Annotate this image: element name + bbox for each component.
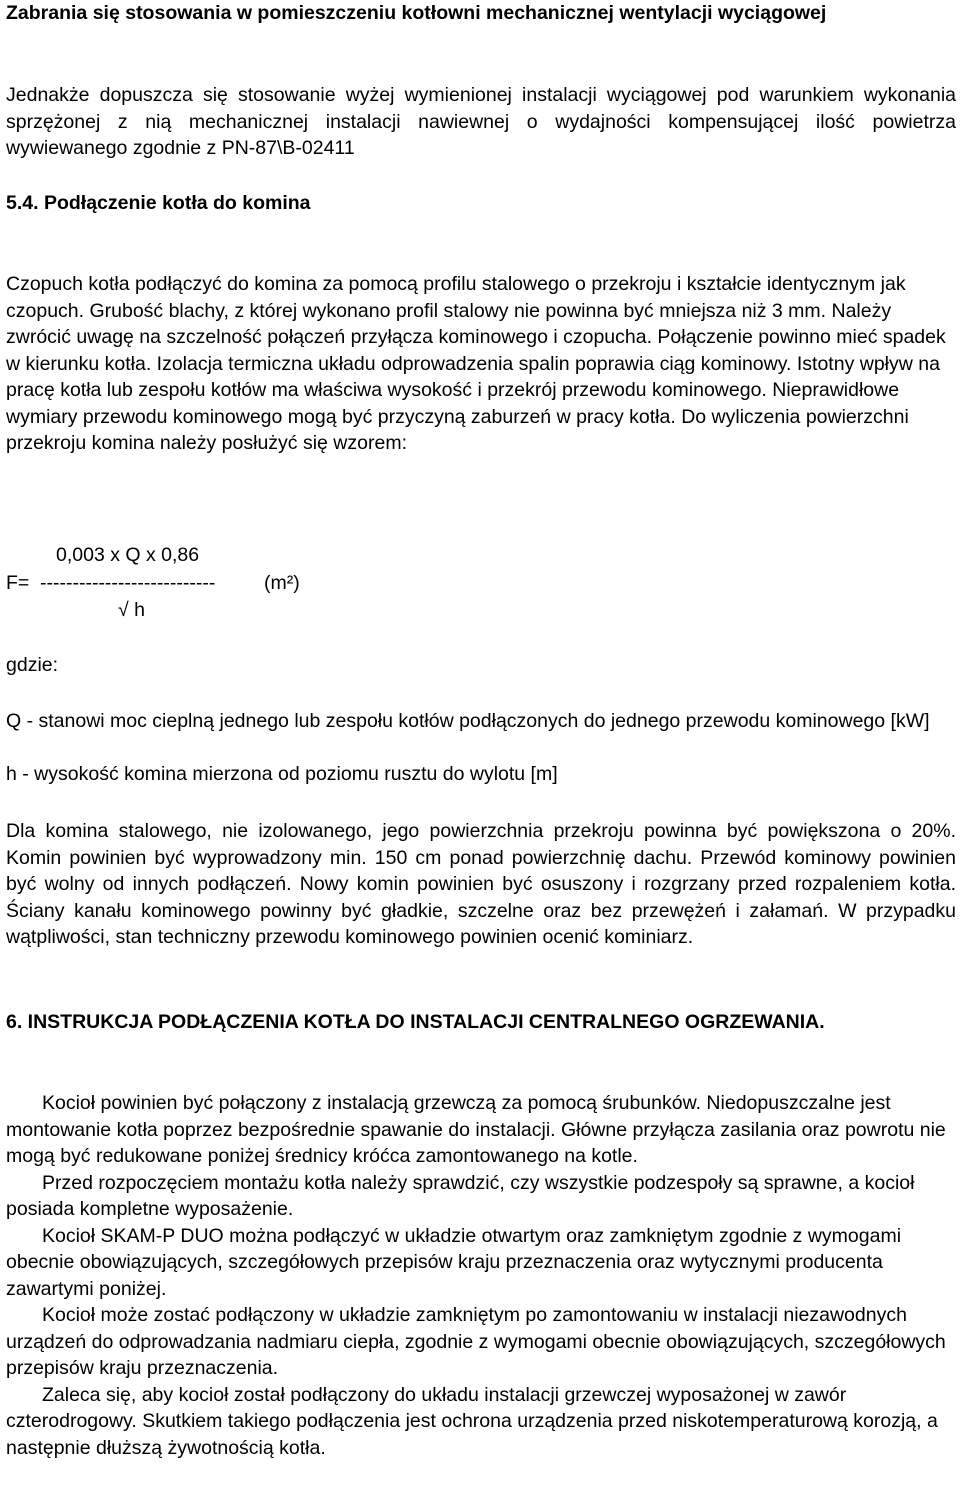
formula-fraction-line: --------------------------- — [40, 572, 216, 594]
ventilation-heading: Zabrania się stosowania w pomieszczeniu kotłowni mechanicznej wentylacji wyciągowej — [6, 2, 827, 24]
section-6-paragraph: Przed rozpoczęciem montażu kotła należy sprawdzić, czy wszystkie podzespoły są sprawne, a kocioł posiada kompletne wyposażenie. — [6, 1171, 915, 1220]
section-6-title: 6. INSTRUKCJA PODŁĄCZENIA KOTŁA DO INSTALACJI CENTRALNEGO OGRZEWANIA. — [6, 1011, 825, 1033]
formula-lhs: F= — [6, 572, 30, 594]
definition-h: h - wysokość komina mierzona od poziomu rusztu do wylotu [m] — [6, 763, 558, 785]
section-6-paragraph: Kocioł powinien być połączony z instalacją grzewczą za pomocą śrubunków. Niedopuszczalne jest montowanie kotła poprzez bezpośrednie spawanie do instalacji. Główne przyłącza zasilania oraz powrotu nie mogą być redukowane poniżej średnicy króćca zamontowanego na kotle. — [6, 1092, 946, 1167]
where-label: gdzie: — [6, 654, 59, 676]
formula-denominator: √ h — [118, 599, 145, 621]
formula-unit: (m²) — [264, 572, 300, 594]
steel-chimney-paragraph: Dla komina stalowego, nie izolowanego, jego powierzchnia przekroju powinna być powiększona o 20%. Komin powinien być wyprowadzony min. 150 cm ponad powierzchnię dachu. Przewód kominowy powinien być wolny od innych podłączeń. Nowy komin powinien być osuszony i rozgrzany przed rozpaleniem kotła. Ściany kanału kominowego powinny być gładkie, szczelne oraz bez przewężeń i załamań. W przypadku wątpliwości, stan techniczny przewodu kominowego powinien ocenić kominiarz. — [6, 820, 956, 948]
section-6-paragraph: Zaleca się, aby kocioł został podłączony do układu instalacji grzewczej wyposażonej w zawór czterodrogowy. Skutkiem takiego podłączenia jest ochrona urządzenia przed niskotemperaturową korozją, a następnie dłuższą żywotnością kotła. — [6, 1383, 938, 1459]
section-5-4-title: 5.4. Podłączenie kotła do komina — [6, 192, 311, 214]
formula-numerator: 0,003 x Q x 0,86 — [56, 544, 200, 566]
ventilation-paragraph: Jednakże dopuszcza się stosowanie wyżej wymienionej instalacji wyciągowej pod warunkiem wykonania sprzężonej z nią mechanicznej instalacji nawiewnej o wydajności kompensującej ilość powietrza wywiewanego zgodnie z PN-87\B-02411 — [6, 84, 956, 159]
section-6-paragraph: Kocioł może zostać podłączony w układzie zamkniętym po zamontowaniu w instalacji niezawodnych urządzeń do odprowadzania nadmiaru ciepła, zgodnie z wymogami obecnie obowiązujących, szczegółowych przepisów kraju przeznaczenia. — [6, 1304, 946, 1379]
definition-q: Q - stanowi moc cieplną jednego lub zespołu kotłów podłączonych do jednego przewodu kominowego [kW] — [6, 710, 930, 732]
chimney-paragraph: Czopuch kotła podłączyć do komina za pomocą profilu stalowego o przekroju i kształcie identycznym jak czopuch. Grubość blachy, z której wykonano profil stalowy nie powinna być mniejsza niż 3 mm. Należy zwrócić uwagę na szczelność połączeń przyłącza kominowego i czopucha. Połączenie powinno mieć spadek w kierunku kotła. Izolacja termiczna układu odprowadzenia spalin poprawia ciąg kominowy. Istotny wpływ na pracę kotła lub zespołu kotłów ma właściwa wysokość i przekrój przewodu kominowego. Nieprawidłowe wymiary przewodu kominowego mogą być przyczyną zaburzeń w pracy kotła. Do wyliczenia powierzchni przekroju komina należy posłużyć się wzorem: — [6, 273, 946, 454]
section-6-paragraph: Kocioł SKAM-P DUO można podłączyć w układzie otwartym oraz zamkniętym zgodnie z wymogami obecnie obowiązujących, szczegółowych przepisów kraju przeznaczenia oraz wytycznymi producenta zawartymi poniżej. — [6, 1224, 902, 1300]
section-6-body — [6, 1090, 956, 1461]
